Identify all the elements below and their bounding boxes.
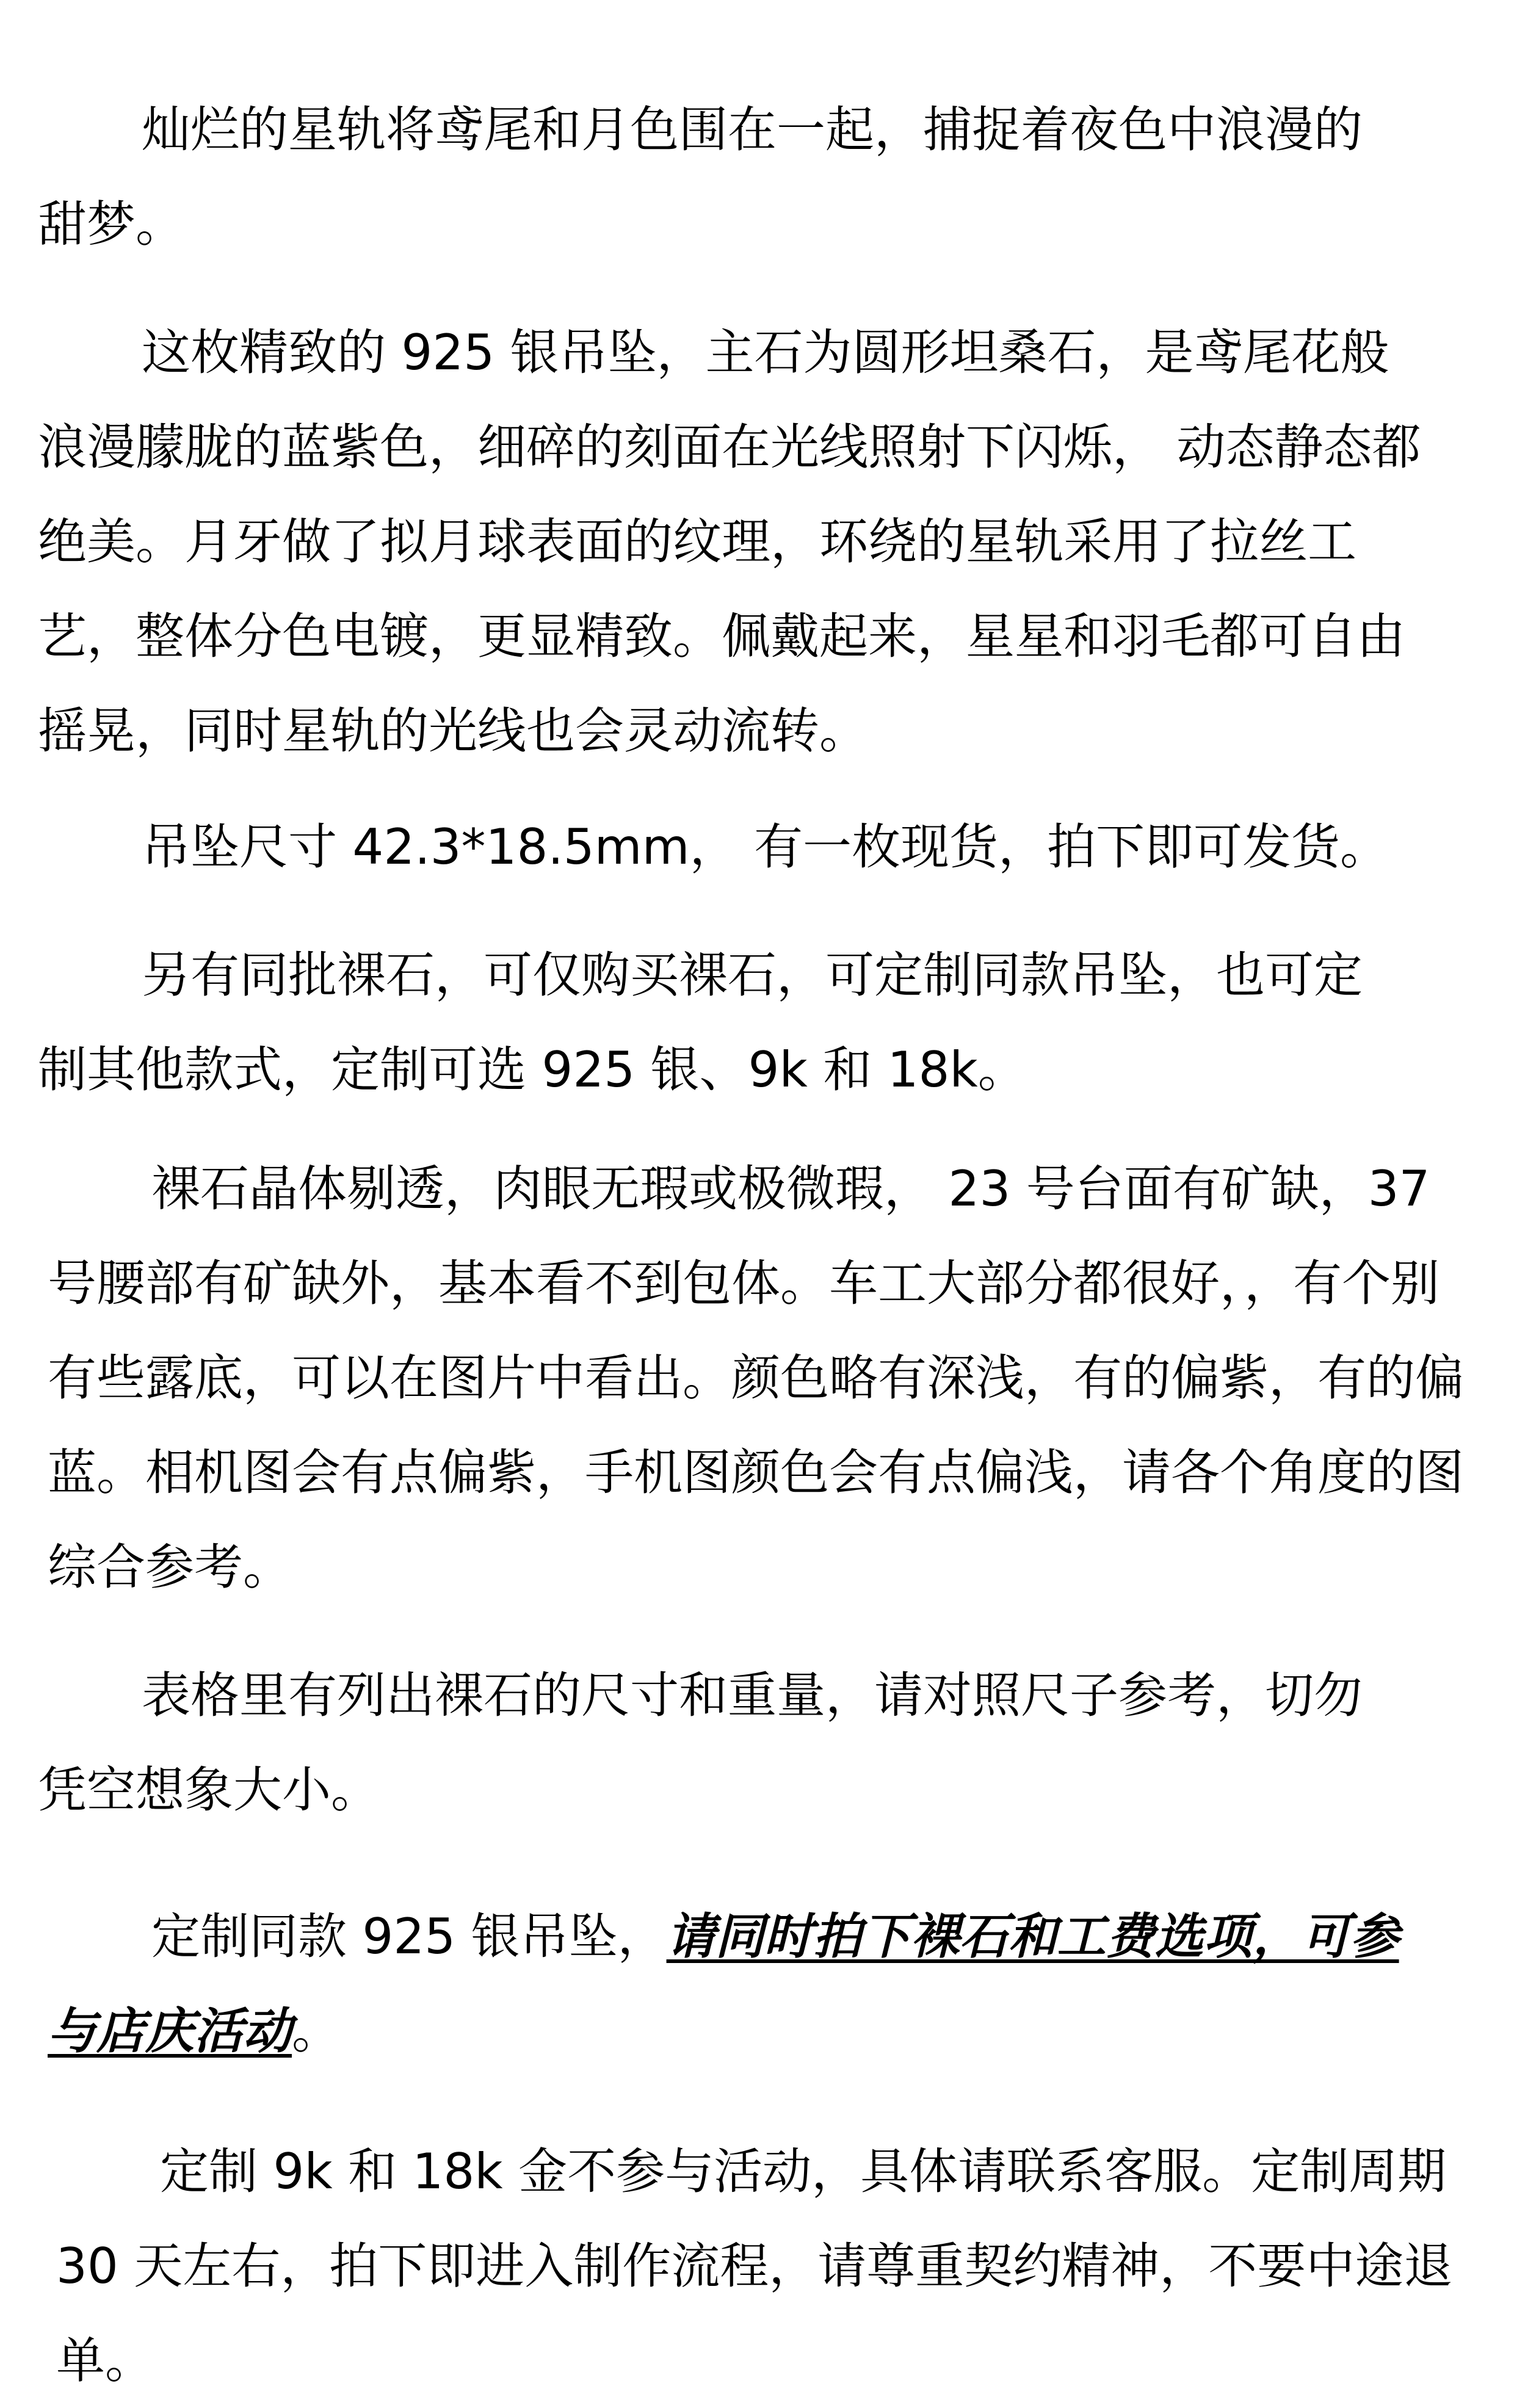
paragraph-gold-custom: 定制 9k 和 18k 金不参与活动，具体请联系客服。定制周期 30 天左右，拍下即进入制作流程，请尊重契约精神，不要中途退单。 bbox=[56, 2143, 1453, 2389]
paragraph-intro: 灿烂的星轨将鸢尾和月色围在一起，捕捉着夜色中浪漫的甜梦。 bbox=[38, 101, 1363, 253]
custom-pendant-suffix: 。 bbox=[292, 2003, 341, 2059]
paragraph-custom-pendant bbox=[48, 1889, 1415, 2078]
paragraph-stone-quality: 裸石晶体剔透，肉眼无瑕或极微瑕， 23 号台面有矿缺，37 号腰部有矿缺外，基本看不到包体。车工大部分都很好，，有个别有些露底，可以在图片中看出。颜色略有深浅，有的偏紫，有的偏蓝。相机图会有点偏紫，手机图颜色会有点偏浅，请各个角度的图综合参考。 bbox=[48, 1160, 1464, 1596]
paragraph-loose-stones: 另有同批裸石，可仅购买裸石，可定制同款吊坠，也可定制其他款式，定制可选 925 银、9k 和 18k。 bbox=[38, 947, 1363, 1098]
paragraph-description: 这枚精致的 925 银吊坠，主石为圆形坦桑石，是鸢尾花般浪漫朦胧的蓝紫色，细碎的刻面在光线照射下闪烁， 动态静态都绝美。月牙做了拟月球表面的纹理，环绕的星轨采用了拉丝工艺，整体分色电镀，更显精致。佩戴起来，星星和羽毛都可自由摇晃，同时星轨的光线也会灵动流转。 bbox=[38, 324, 1421, 759]
custom-pendant-text: 定制同款 925 银吊坠， bbox=[151, 1908, 667, 1965]
paragraph-size-table-note: 表格里有列出裸石的尺寸和重量，请对照尺子参考，切勿凭空想象大小。 bbox=[38, 1667, 1363, 1818]
activity-emphasis-text: 请同时拍下裸石和工费选项，可参与店庆活动 bbox=[48, 1908, 1399, 2059]
paragraph-size: 吊坠尺寸 42.3*18.5mm， 有一枚现货，拍下即可发货。 bbox=[142, 819, 1389, 875]
